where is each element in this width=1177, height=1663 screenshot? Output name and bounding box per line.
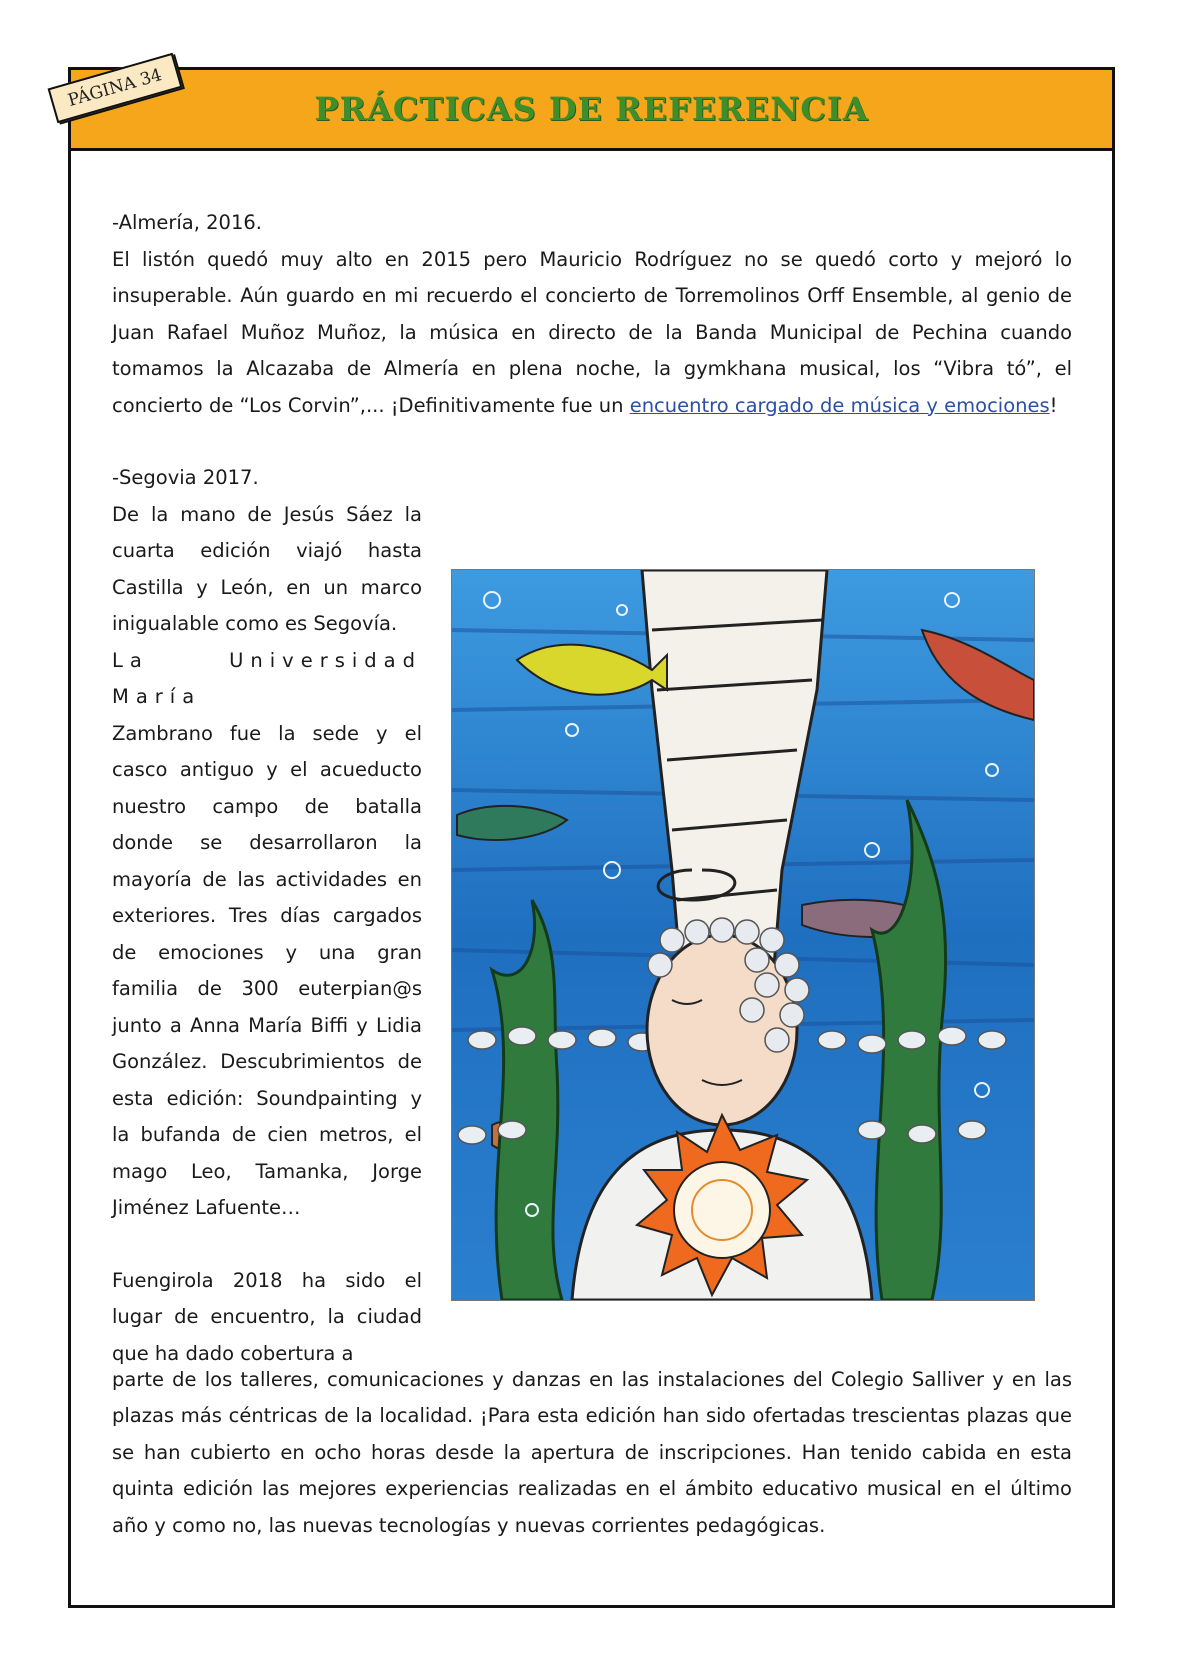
segovia-heading: -Segovia 2017. xyxy=(112,466,259,489)
fuengirola-text-a: Fuengirola 2018 ha sido el lugar de encuentro, la ciudad que ha dado cobertura a xyxy=(112,1268,422,1365)
encuentro-link[interactable]: encuentro cargado de música y emociones xyxy=(629,393,1050,417)
segovia-block xyxy=(112,497,1072,1365)
almeria-paragraph xyxy=(112,242,1072,425)
almeria-end: ! xyxy=(1049,393,1058,417)
almeria-heading: -Almería, 2016. xyxy=(112,211,262,234)
page-number-tag: PÁGINA 34 xyxy=(48,53,183,123)
segovia-text-c: Zambrano fue la sede y el casco antiguo y el acueducto nuestro campo de batalla donde se desarrollaron la mayoría de las actividades en exteriores. Tres días cargados de emociones y una gran familia de 300 euterpian@s junto a Anna María Biffi y Lidia González. Descubrimientos de esta edición: Soundpainting y la bufanda de cien metros, el mago Leo, Tamanka, Jorge Jiménez Lafuente… xyxy=(112,721,422,1219)
title-banner xyxy=(68,67,1115,151)
article-body xyxy=(112,205,1072,1544)
underwater-music-painting-icon xyxy=(451,569,1035,1301)
page-title: PRÁCTICAS DE REFERENCIA xyxy=(314,90,869,128)
segovia-text-a: De la mano de Jesús Sáez la cuarta edición viajó hasta Castilla y León, en un marco inigualable como es Segovía. xyxy=(112,502,422,635)
almeria-text: El listón quedó muy alto en 2015 pero Mauricio Rodríguez no se quedó corto y mejoró lo insuperable. Aún guardo en mi recuerdo el concierto de Torremolinos Orff Ensemble, al genio de Juan Rafael Muñoz Muñoz, la música en directo de la Banda Municipal de Pechina cuando tomamos la Alcazaba de Almería en plena noche, la gymkhana musical, los “Vibra tó”, el concierto de “Los Corvin”,... ¡Definitivamente fue un xyxy=(112,247,1072,417)
segovia-text-b: La Universidad María xyxy=(112,648,422,708)
fuengirola-text-b: parte de los talleres, comunicaciones y danzas en las instalaciones del Colegio Salliver y en las plazas más céntricas de la localidad. ¡Para esta edición han sido ofertadas trescientas plazas que se han cubierto en ocho horas desde la apertura de inscripciones. Han tenido cabida en esta quinta edición las mejores experiencias realizadas en el ámbito educativo musical en el último año y como no, las nuevas tecnologías y nuevas corrientes pedagógicas. xyxy=(112,1367,1072,1537)
